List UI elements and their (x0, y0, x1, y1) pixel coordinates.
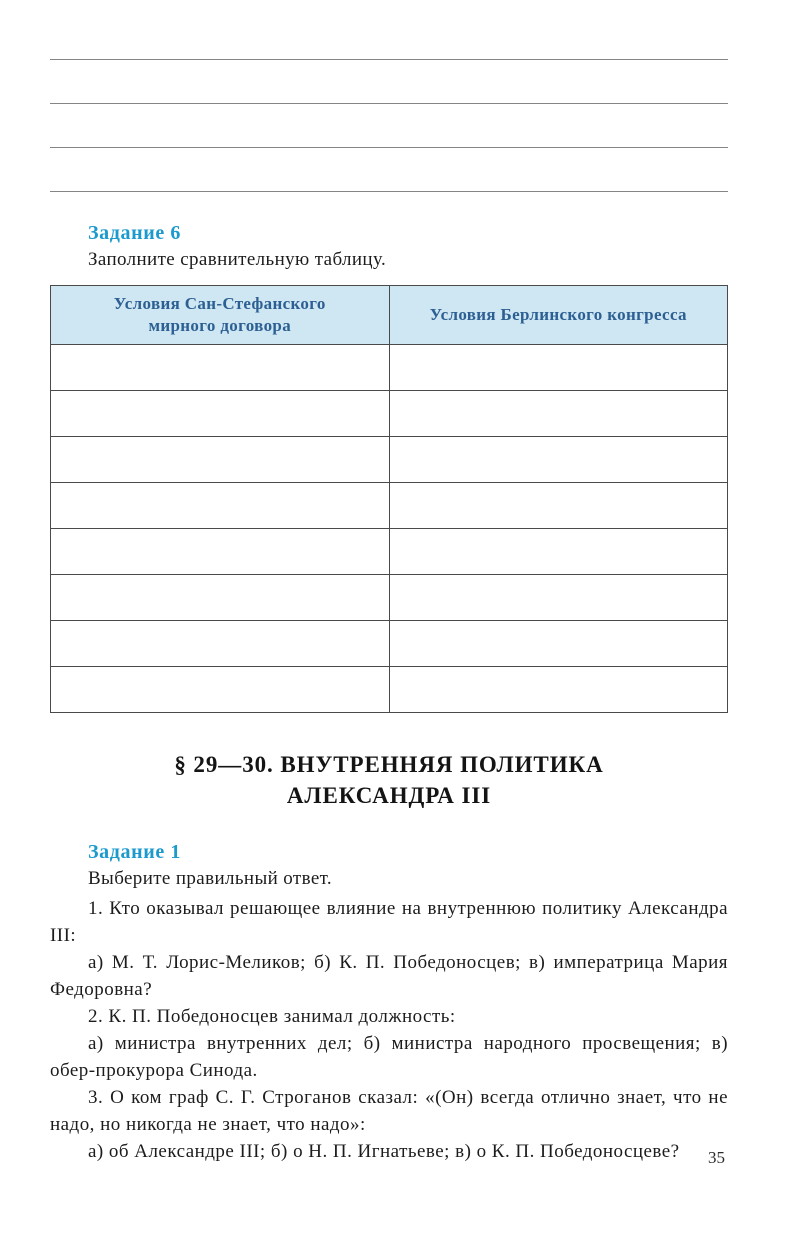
task6-heading: Задание 6 (88, 222, 181, 244)
task1-heading: Задание 1 (88, 841, 181, 864)
question-2: 2. К. П. Победоносцев занимал должность: (88, 1006, 456, 1028)
answer-line (50, 60, 728, 104)
empty-table-cell (51, 667, 390, 713)
section-title (50, 749, 728, 811)
answer-lines (50, 16, 728, 192)
empty-table-cell (51, 437, 390, 483)
empty-table-cell (51, 621, 390, 667)
empty-table-cell (389, 667, 728, 713)
page-number: 35 (708, 1148, 725, 1167)
answer-line (50, 148, 728, 192)
question-3: 3. О ком граф С. Г. Строганов сказал: «(Он) всегда отлично знает, что не надо, но никогда не знает, что надо»: (50, 1087, 728, 1136)
empty-table-cell (51, 575, 390, 621)
table-header-san-stefano: Условия Сан-Стефанского мирного договора (51, 286, 390, 345)
empty-table-row (51, 437, 728, 483)
comparison-table-body (51, 345, 728, 713)
empty-table-cell (51, 529, 390, 575)
section-title-line1: § 29—30. ВНУТРЕННЯЯ ПОЛИТИКА (174, 752, 604, 778)
question-1: 1. Кто оказывал решающее влияние на внутреннюю политику Александра III: (50, 898, 728, 947)
table-header-row (51, 286, 728, 345)
question-3-options: а) об Александре III; б) о Н. П. Игнатьеве; в) о К. П. Победоносцеве? (88, 1141, 680, 1162)
table-header-berlin: Условия Берлинского конгресса (389, 286, 728, 345)
empty-table-cell (51, 345, 390, 391)
empty-table-cell (389, 437, 728, 483)
answer-line (50, 104, 728, 148)
section-title-line2: АЛЕКСАНДРА III (286, 783, 492, 809)
empty-table-cell (389, 345, 728, 391)
question-1-options: а) М. Т. Лорис-Меликов; б) К. П. Победоносцев; в) императрица Мария Федоровна? (50, 952, 728, 1001)
empty-table-cell (51, 391, 390, 437)
empty-table-cell (389, 483, 728, 529)
empty-table-row (51, 483, 728, 529)
task6-instruction: Заполните сравнительную таблицу. (88, 249, 387, 270)
comparison-table (50, 285, 728, 713)
empty-table-cell (51, 483, 390, 529)
task1-instruction: Выберите правильный ответ. (88, 868, 333, 890)
empty-table-row (51, 529, 728, 575)
empty-table-cell (389, 575, 728, 621)
empty-table-cell (389, 391, 728, 437)
empty-table-row (51, 391, 728, 437)
empty-table-cell (389, 621, 728, 667)
empty-table-row (51, 621, 728, 667)
empty-table-cell (389, 529, 728, 575)
answer-line (50, 16, 728, 60)
empty-table-row (51, 667, 728, 713)
empty-table-row (51, 575, 728, 621)
question-2-options: а) министра внутренних дел; б) министра народного просвещения; в) обер-прокурора Синода. (50, 1033, 728, 1082)
task1-questions (50, 896, 728, 1166)
empty-table-row (51, 345, 728, 391)
